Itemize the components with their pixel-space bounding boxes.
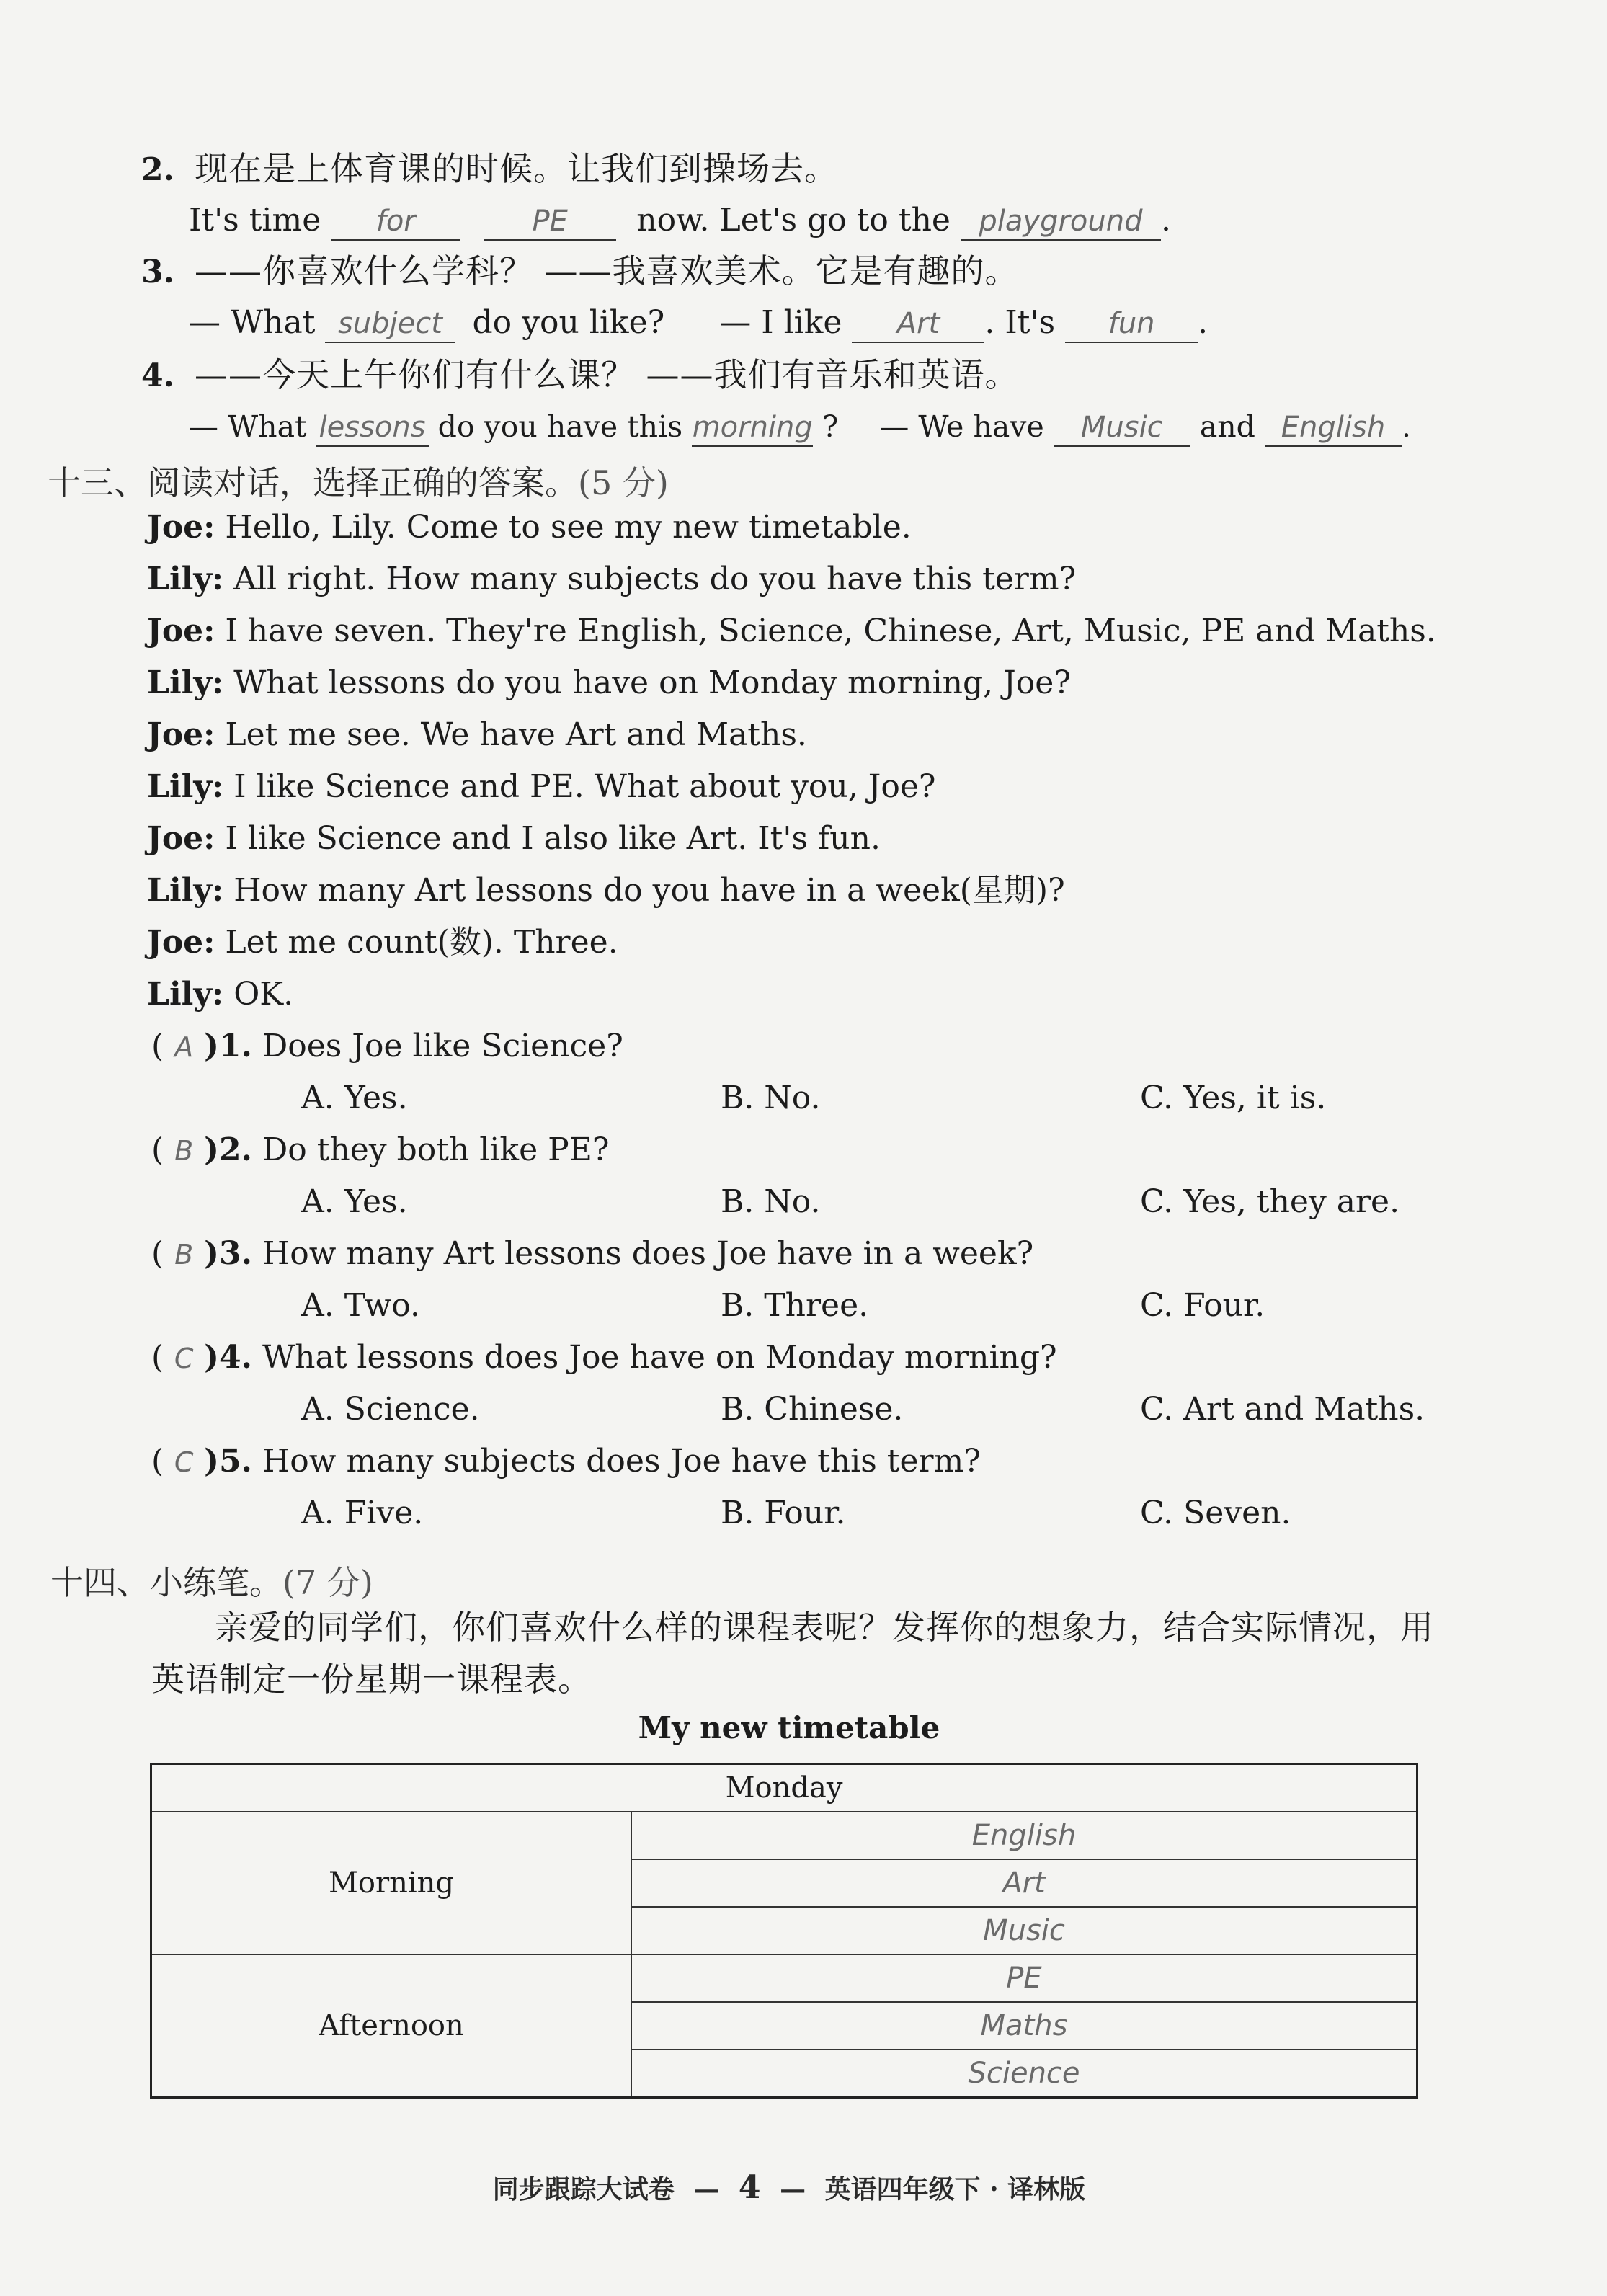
q3-text-d: . It's — [984, 304, 1056, 341]
dialogue-speaker: Lily: — [147, 872, 224, 909]
q4-english-line — [189, 406, 1411, 447]
option-c: C. Seven. — [1140, 1495, 1291, 1531]
section-13-score: (5 分) — [578, 463, 669, 502]
option-b: B. No. — [721, 1183, 821, 1220]
q3-chinese-line — [141, 251, 1019, 293]
q4-chinese-line — [141, 355, 1019, 396]
option-b: B. Chinese. — [721, 1391, 904, 1428]
q3-text-c: — I like — [719, 304, 842, 341]
dialogue-line — [147, 974, 1444, 1026]
q4-number: 4. — [141, 357, 174, 394]
dialogue — [147, 507, 1444, 1026]
section-14-heading — [50, 1557, 373, 1604]
q4-blank-3: Music — [1054, 409, 1190, 447]
dialogue-speaker: Joe: — [147, 820, 215, 857]
section-14-instruction-1: 亲爱的同学们，你们喜欢什么样的课程表呢？发挥你的想象力，结合实际情况，用 — [215, 1608, 1434, 1647]
section-13-heading — [48, 457, 669, 504]
dialogue-text: I like Science and I also like Art. It's fun. — [225, 820, 881, 857]
timetable-day: Monday — [151, 1764, 1417, 1812]
dialogue-line — [147, 819, 1444, 871]
dialogue-speaker: Joe: — [147, 613, 215, 649]
option-b: B. Three. — [721, 1287, 869, 1324]
section-13-title: 十三、阅读对话，选择正确的答案。 — [48, 463, 578, 502]
q4-text-d: — We have — [879, 409, 1044, 444]
page-number: 4 — [738, 2169, 761, 2206]
timetable — [150, 1763, 1418, 2099]
timetable-title: My new timetable — [638, 1710, 940, 1745]
question-options — [151, 1493, 1448, 1545]
option-b: B. Four. — [721, 1495, 846, 1531]
timetable-cell: Science — [631, 2050, 1417, 2098]
q4-blank-2: morning — [692, 409, 813, 447]
section-14-score: (7 分) — [282, 1563, 373, 1602]
timetable-cell: Art — [631, 1859, 1417, 1907]
option-c: C. Art and Maths. — [1140, 1391, 1425, 1428]
question-number: )2. — [204, 1131, 252, 1168]
option-c: C. Yes, it is. — [1140, 1080, 1327, 1116]
question-row: ( C )5. How many subjects does Joe have this term? — [151, 1441, 1448, 1493]
dialogue-text: I like Science and PE. What about you, Joe? — [233, 768, 936, 805]
dialogue-line — [147, 507, 1444, 559]
option-a: A. Five. — [301, 1495, 424, 1531]
option-a: A. Yes. — [301, 1080, 408, 1116]
q4-blank-1: lessons — [316, 409, 429, 447]
dialogue-text: OK. — [233, 976, 294, 1013]
dialogue-line — [147, 715, 1444, 767]
question-row: ( B )2. Do they both like PE? — [151, 1130, 1448, 1182]
q3-blank-2: Art — [852, 306, 984, 343]
dialogue-speaker: Lily: — [147, 561, 224, 597]
q3-text-b: do you like? — [472, 304, 665, 341]
q4-chinese: ——今天上午你们有什么课？ ——我们有音乐和英语。 — [194, 355, 1019, 394]
dialogue-speaker: Lily: — [147, 664, 224, 701]
footer-dash: — — [693, 2174, 720, 2204]
question-row: ( B )3. How many Art lessons does Joe have in a week? — [151, 1234, 1448, 1286]
q3-blank-1: subject — [325, 306, 455, 343]
question-number: )5. — [204, 1443, 252, 1480]
timetable-afternoon-label: Afternoon — [151, 1954, 632, 2098]
questions — [151, 1026, 1448, 1545]
question-options — [151, 1286, 1448, 1338]
footer-right: 英语四年级下 · 译林版 — [824, 2174, 1086, 2204]
dialogue-text: All right. How many subjects do you have this term? — [233, 561, 1077, 597]
question-answer: C — [174, 1343, 194, 1374]
section-14-title: 十四、小练笔。 — [50, 1563, 282, 1602]
dialogue-text: How many Art lessons do you have in a week(星期)? — [233, 872, 1065, 909]
question-number: )4. — [204, 1339, 252, 1376]
q4-text-e: and — [1199, 409, 1255, 444]
timetable-cell: Maths — [631, 2002, 1417, 2050]
q3-blank-3: fun — [1065, 306, 1198, 343]
question-answer: B — [174, 1239, 194, 1271]
dialogue-text: What lessons do you have on Monday morning, Joe? — [233, 664, 1071, 701]
question-text: How many subjects does Joe have this term? — [262, 1443, 981, 1480]
page-footer — [0, 2169, 1578, 2206]
q2-number: 2. — [141, 151, 174, 188]
dialogue-text: Let me count(数). Three. — [225, 924, 618, 961]
option-a: A. Science. — [301, 1391, 480, 1428]
dialogue-text: Hello, Lily. Come to see my new timetable. — [225, 509, 912, 546]
dialogue-line — [147, 611, 1444, 663]
question-options — [151, 1078, 1448, 1130]
question-number: )1. — [204, 1028, 252, 1064]
q4-blank-4: English — [1265, 409, 1402, 447]
option-a: A. Two. — [301, 1287, 420, 1324]
timetable-morning-label: Morning — [151, 1812, 632, 1954]
question-number: )3. — [204, 1235, 252, 1272]
q2-blank-1: for — [331, 203, 460, 241]
q4-text-c: ? — [822, 409, 839, 444]
option-c: C. Four. — [1140, 1287, 1265, 1324]
timetable-cell: English — [631, 1812, 1417, 1859]
dialogue-speaker: Lily: — [147, 976, 224, 1013]
question-text: Do they both like PE? — [262, 1131, 610, 1168]
q3-end: . — [1198, 304, 1208, 341]
footer-dash: — — [780, 2174, 806, 2204]
question-row: ( C )4. What lessons does Joe have on Monday morning? — [151, 1338, 1448, 1389]
footer-left: 同步跟踪大试卷 — [492, 2174, 675, 2204]
question-options — [151, 1389, 1448, 1441]
q2-blank-2: PE — [484, 203, 616, 241]
q2-end: . — [1160, 202, 1171, 239]
question-row: ( A )1. Does Joe like Science? — [151, 1026, 1448, 1078]
option-b: B. No. — [721, 1080, 821, 1116]
question-text: How many Art lessons does Joe have in a week? — [262, 1235, 1034, 1272]
question-text: What lessons does Joe have on Monday morning? — [262, 1339, 1057, 1376]
q2-text-b: now. Let's go to the — [636, 202, 951, 239]
dialogue-text: I have seven. They're English, Science, Chinese, Art, Music, PE and Maths. — [225, 613, 1436, 649]
option-a: A. Yes. — [301, 1183, 408, 1220]
q3-number: 3. — [141, 254, 174, 290]
q3-text-a: — What — [189, 304, 316, 341]
q4-text-b: do you have this — [437, 409, 683, 444]
dialogue-line — [147, 767, 1444, 819]
q2-chinese: 现在是上体育课的时候。让我们到操场去。 — [194, 149, 838, 188]
question-answer: B — [174, 1135, 194, 1167]
q2-text-a: It's time — [189, 202, 321, 239]
q4-text-a: — What — [189, 409, 307, 444]
q3-chinese: ——你喜欢什么学科？ ——我喜欢美术。它是有趣的。 — [194, 252, 1019, 290]
q4-end: . — [1401, 409, 1412, 444]
timetable-cell: Music — [631, 1907, 1417, 1954]
dialogue-speaker: Joe: — [147, 509, 215, 546]
section-14-instruction-2: 英语制定一份星期一课程表。 — [151, 1660, 592, 1699]
q2-blank-3: playground — [961, 203, 1161, 241]
dialogue-line — [147, 922, 1444, 974]
dialogue-line — [147, 559, 1444, 611]
option-c: C. Yes, they are. — [1140, 1183, 1400, 1220]
dialogue-text: Let me see. We have Art and Maths. — [225, 716, 807, 753]
dialogue-speaker: Joe: — [147, 924, 215, 961]
dialogue-line — [147, 663, 1444, 715]
dialogue-speaker: Joe: — [147, 716, 215, 753]
q2-english-line — [189, 200, 1171, 241]
q2-chinese-line — [141, 148, 838, 190]
question-answer: A — [174, 1031, 194, 1063]
dialogue-line — [147, 871, 1444, 922]
dialogue-speaker: Lily: — [147, 768, 224, 805]
question-text: Does Joe like Science? — [262, 1028, 623, 1064]
q3-english-line — [189, 303, 1208, 343]
question-answer: C — [174, 1446, 194, 1478]
question-options — [151, 1182, 1448, 1234]
timetable-cell: PE — [631, 1954, 1417, 2002]
